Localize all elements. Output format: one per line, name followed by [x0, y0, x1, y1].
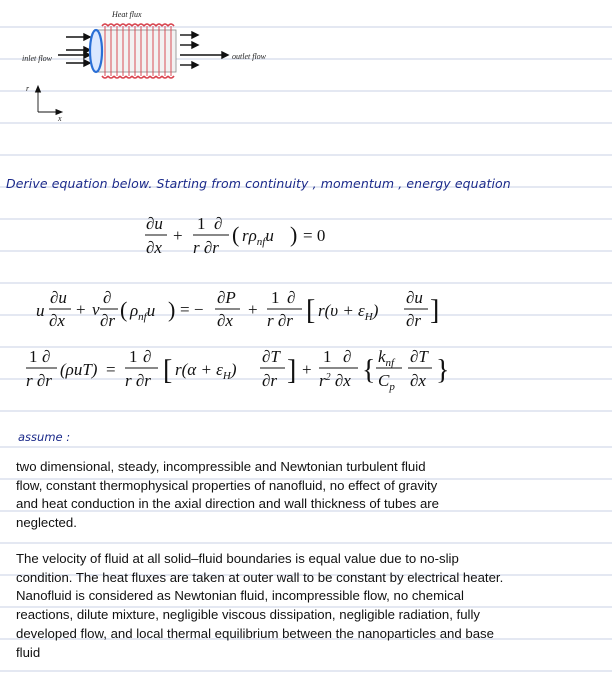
svg-text:+: + — [76, 300, 86, 319]
svg-text:r(υ + εH): $r(\upsilon + \varepsilon_H)$ — [318, 301, 379, 323]
axis-r-label: r — [26, 84, 30, 93]
svg-text:}: } — [436, 355, 450, 386]
svg-text:1: 1 — [197, 214, 206, 233]
outlet-flow-label: outlet flow — [232, 52, 266, 61]
svg-text:∂x: ∂x — [217, 311, 233, 330]
svg-text:+: + — [248, 300, 258, 319]
svg-text:r2 ∂x: $r^2$ ∂x — [319, 371, 351, 390]
paragraph-2-line: condition. The heat fluxes are taken at outer wall to be constant by electrical heater. — [16, 569, 504, 585]
paragraph-2-line: reactions, dilute mixture, negligible viscous dissipation, negligible radiation, fully — [16, 607, 481, 623]
svg-text:+: + — [173, 226, 183, 245]
equation-continuity — [145, 214, 325, 257]
svg-text:r ∂r: r ∂r — [267, 311, 293, 330]
svg-text:(ρuT): (ρuT) — [60, 360, 98, 379]
svg-text:∂: ∂ — [287, 288, 296, 307]
svg-text:∂r: ∂r — [406, 311, 422, 330]
svg-text:1: 1 — [271, 288, 280, 307]
handwritten-heading: Derive equation below. Starting from continuity , momentum , energy equation — [6, 176, 511, 191]
paragraph-1-line: two dimensional, steady, incompressible and Newtonian turbulent fluid — [16, 459, 426, 474]
svg-text:∂u: ∂u — [406, 288, 423, 307]
tube-inlet-opening — [90, 30, 102, 72]
paragraph-2-line: developed flow, and local thermal equilibrium between the nanoparticles and base — [16, 625, 494, 641]
svg-text:): ) — [290, 222, 298, 247]
outlet-arrows — [180, 32, 228, 68]
svg-text:): ) — [168, 297, 176, 322]
svg-text:[: [ — [306, 295, 316, 326]
tube-body — [96, 30, 176, 72]
svg-text:∂: ∂ — [103, 288, 112, 307]
svg-text:v: v — [92, 300, 100, 319]
svg-text:r ∂r: r ∂r — [26, 371, 52, 390]
svg-text:(: ( — [120, 297, 128, 322]
paragraph-1-line: and heat conduction in the axial direction and wall thickness of tubes are — [16, 496, 439, 512]
svg-text:+: + — [302, 360, 312, 379]
paragraph-1-line: flow, constant thermophysical properties of nanofluid, no effect of gravity — [16, 477, 438, 493]
paragraph-2-line: fluid — [16, 644, 41, 660]
assumption-paragraph-2 — [16, 550, 503, 662]
svg-text:r(α + εH): $r(\alpha + \varepsilon_H)$ — [175, 360, 237, 382]
svg-text:{: { — [362, 355, 376, 386]
svg-text:= −: = − — [180, 300, 204, 319]
svg-text:∂u: ∂u — [146, 214, 163, 233]
inlet-flow-label: inlet flow — [22, 54, 52, 63]
svg-text:= 0: = 0 — [303, 226, 326, 245]
paragraph-1-line: neglected. — [16, 515, 77, 531]
svg-text:ρnfu: $\rho_{nf}u$ — [130, 301, 156, 323]
svg-text:knf: $k_{nf}$ — [378, 347, 395, 369]
svg-text:∂: ∂ — [42, 347, 51, 366]
svg-text:∂: ∂ — [343, 347, 352, 366]
svg-text:rρnfu: $r\rho_{nf}u$ — [242, 226, 274, 248]
axes-icon — [36, 86, 63, 115]
svg-text:∂r: ∂r — [262, 371, 278, 390]
svg-text:∂x: ∂x — [410, 371, 426, 390]
svg-text:=: = — [106, 360, 116, 379]
svg-text:]: ] — [287, 355, 297, 386]
svg-text:∂T: ∂T — [410, 347, 428, 366]
assume-label: assume : — [18, 430, 71, 444]
paragraph-2-line: The velocity of fluid at all solid–fluid boundaries is equal value due to no-slip — [16, 551, 459, 566]
svg-text:∂T: ∂T — [262, 347, 280, 366]
inlet-arrows — [58, 34, 90, 66]
svg-text:Cp: $C_p$ — [378, 371, 395, 393]
svg-text:1: 1 — [323, 347, 332, 366]
heat-flux-label: Heat flux — [112, 10, 142, 19]
svg-text:[: [ — [163, 355, 173, 386]
equation-energy — [26, 347, 449, 393]
equation-block — [0, 205, 612, 410]
svg-text:∂x: ∂x — [146, 238, 162, 257]
axis-x-label: x — [58, 114, 62, 123]
svg-text:∂x: ∂x — [49, 311, 65, 330]
assumption-paragraph-1 — [16, 458, 439, 533]
svg-text:]: ] — [430, 295, 440, 326]
svg-text:(: ( — [232, 222, 240, 247]
svg-text:1: 1 — [29, 347, 38, 366]
svg-text:∂: ∂ — [214, 214, 223, 233]
svg-text:1: 1 — [129, 347, 138, 366]
svg-text:r ∂r: r ∂r — [193, 238, 219, 257]
equation-momentum — [36, 288, 439, 330]
svg-text:∂: ∂ — [143, 347, 152, 366]
svg-text:r ∂r: r ∂r — [125, 371, 151, 390]
svg-text:u: u — [36, 301, 45, 320]
svg-text:∂u: ∂u — [50, 288, 67, 307]
paragraph-2-line: Nanofluid is considered as Newtonian fluid, incompressible flow, no chemical — [16, 588, 464, 604]
svg-text:∂P: ∂P — [217, 288, 236, 307]
svg-text:∂r: ∂r — [100, 311, 116, 330]
